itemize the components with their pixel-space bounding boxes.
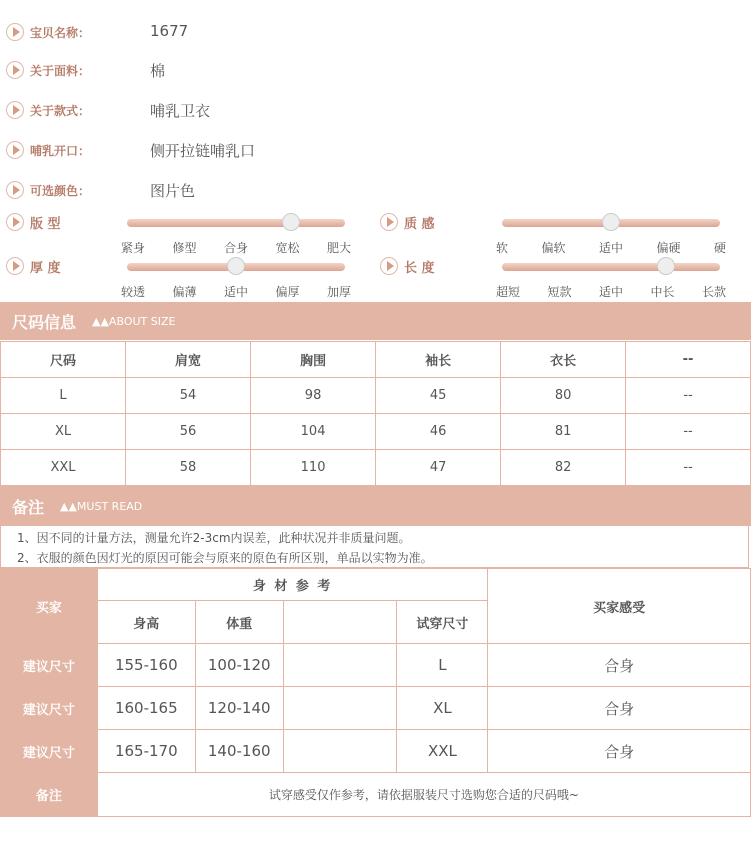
slider-knob <box>657 257 675 275</box>
info-value: 图片色 <box>150 182 196 200</box>
table-cell: -- <box>626 414 751 450</box>
slider-tick: 适中 <box>223 285 248 299</box>
slider-tick: 偏软 <box>541 241 566 255</box>
table-cell: 45 <box>376 378 501 414</box>
slider-tick: 合身 <box>223 241 248 255</box>
slider-tick: 长款 <box>701 285 726 299</box>
column-header: -- <box>626 342 751 378</box>
info-value: 哺乳卫衣 <box>150 102 211 120</box>
slider-knob <box>282 213 300 231</box>
table-cell: L <box>1 378 126 414</box>
buyer-header: 买家 <box>1 569 98 644</box>
info-label: 宝贝名称： <box>30 25 91 40</box>
table-cell: 82 <box>501 450 626 486</box>
table-row <box>1 687 751 730</box>
slider-tick: 较透 <box>121 285 146 299</box>
table-cell: 80 <box>501 378 626 414</box>
info-label: 可选颜色： <box>30 183 91 198</box>
column-header: 体重 <box>195 601 283 644</box>
table-cell: 100-120 <box>195 644 283 687</box>
remark-label: 备注 <box>1 773 98 817</box>
arrow-icon <box>6 181 24 199</box>
slider-tick: 修型 <box>172 241 197 255</box>
slider-label: 厚 度 <box>30 260 61 276</box>
table-cell: 160-165 <box>97 687 195 730</box>
slider-tick: 偏薄 <box>172 285 197 299</box>
info-value: 棉 <box>150 62 166 80</box>
table-cell <box>283 644 397 687</box>
section-subtitle: ▲▲MUST READ <box>60 499 143 513</box>
table-row <box>1 644 751 687</box>
table-cell: 46 <box>376 414 501 450</box>
table-cell: 155-160 <box>97 644 195 687</box>
slider-knob <box>227 257 245 275</box>
table-cell: L <box>397 644 488 687</box>
table-row <box>1 730 751 773</box>
info-row <box>6 99 90 121</box>
note-item: 2、衣服的颜色因灯光的原因可能会与原来的原色有所区别，单品以实物为准。 <box>17 551 433 565</box>
row-label: 建议尺寸 <box>1 644 98 687</box>
column-header: 袖长 <box>376 342 501 378</box>
table-cell: 120-140 <box>195 687 283 730</box>
body-ref-header: 身 材 参 考 <box>97 569 488 601</box>
info-row <box>6 21 90 43</box>
arrow-icon <box>6 257 24 275</box>
slider-ticks <box>121 239 351 256</box>
table-cell: 110 <box>251 450 376 486</box>
table-cell: 56 <box>126 414 251 450</box>
arrow-icon <box>6 213 24 231</box>
notes-list <box>0 526 749 568</box>
slider-tick: 偏硬 <box>656 241 681 255</box>
table-cell: 47 <box>376 450 501 486</box>
slider-label-row <box>6 211 61 233</box>
column-header: 试穿尺寸 <box>397 601 488 644</box>
table-cell: 81 <box>501 414 626 450</box>
table-cell: XL <box>397 687 488 730</box>
slider-ticks <box>496 283 726 300</box>
slider-ticks <box>121 283 351 300</box>
slider-ticks <box>496 239 726 256</box>
table-cell: 合身 <box>488 730 751 773</box>
table-cell <box>283 730 397 773</box>
table-cell: 104 <box>251 414 376 450</box>
arrow-icon <box>6 61 24 79</box>
table-cell: XL <box>1 414 126 450</box>
size-table <box>0 341 751 486</box>
table-row <box>1 450 751 486</box>
section-subtitle: ▲▲ABOUT SIZE <box>92 314 176 328</box>
slider-tick: 适中 <box>598 241 623 255</box>
arrow-icon <box>6 101 24 119</box>
arrow-icon <box>380 257 398 275</box>
table-cell: -- <box>626 378 751 414</box>
column-header: 身高 <box>97 601 195 644</box>
info-row <box>6 59 90 81</box>
arrow-icon <box>6 141 24 159</box>
table-cell: 58 <box>126 450 251 486</box>
rating-slider <box>502 219 720 227</box>
slider-tick: 超短 <box>496 285 521 299</box>
column-header: 尺码 <box>1 342 126 378</box>
arrow-icon <box>6 23 24 41</box>
info-value: 1677 <box>150 22 189 40</box>
table-cell: 合身 <box>488 644 751 687</box>
fit-reference-table <box>0 568 751 817</box>
table-cell <box>283 687 397 730</box>
table-cell: 54 <box>126 378 251 414</box>
info-row <box>6 139 90 161</box>
slider-tick: 硬 <box>713 241 726 255</box>
rating-slider <box>127 263 345 271</box>
slider-tick: 肥大 <box>326 241 351 255</box>
feeling-header: 买家感受 <box>488 569 751 644</box>
column-header <box>283 601 397 644</box>
notes-section-header <box>0 486 751 526</box>
column-header: 胸围 <box>251 342 376 378</box>
table-row <box>1 378 751 414</box>
slider-tick: 短款 <box>547 285 572 299</box>
slider-label: 版 型 <box>30 216 61 232</box>
column-header: 衣长 <box>501 342 626 378</box>
section-title: 尺码信息 <box>12 312 77 332</box>
slider-label-row <box>380 211 435 233</box>
slider-knob <box>602 213 620 231</box>
slider-tick: 宽松 <box>275 241 300 255</box>
info-label: 关于款式： <box>30 103 91 118</box>
slider-tick: 加厚 <box>326 285 351 299</box>
table-cell: 165-170 <box>97 730 195 773</box>
row-label: 建议尺寸 <box>1 687 98 730</box>
table-cell: 140-160 <box>195 730 283 773</box>
slider-tick: 适中 <box>598 285 623 299</box>
table-cell: XXL <box>1 450 126 486</box>
rating-slider <box>127 219 345 227</box>
rating-slider <box>502 263 720 271</box>
note-item: 1、因不同的计量方法，测量允许2-3cm内误差，此种状况并非质量问题。 <box>17 531 411 545</box>
arrow-icon <box>380 213 398 231</box>
info-row <box>6 179 90 201</box>
slider-label: 长 度 <box>404 260 435 276</box>
slider-label-row <box>380 255 435 277</box>
remark-text: 试穿感受仅作参考，请依据服装尺寸选购您合适的尺码哦~ <box>97 773 750 817</box>
info-value: 侧开拉链哺乳口 <box>150 142 256 160</box>
slider-tick: 软 <box>496 241 509 255</box>
info-label: 哺乳开口： <box>30 143 91 158</box>
size-section-header <box>0 302 751 340</box>
info-label: 关于面料： <box>30 63 91 78</box>
table-cell: -- <box>626 450 751 486</box>
slider-tick: 中长 <box>650 285 675 299</box>
column-header: 肩宽 <box>126 342 251 378</box>
row-label: 建议尺寸 <box>1 730 98 773</box>
slider-tick: 紧身 <box>121 241 146 255</box>
table-row <box>1 414 751 450</box>
section-title: 备注 <box>12 497 45 517</box>
slider-label-row <box>6 255 61 277</box>
table-cell: 98 <box>251 378 376 414</box>
slider-label: 质 感 <box>404 216 435 232</box>
table-cell: 合身 <box>488 687 751 730</box>
table-cell: XXL <box>397 730 488 773</box>
slider-tick: 偏厚 <box>275 285 300 299</box>
